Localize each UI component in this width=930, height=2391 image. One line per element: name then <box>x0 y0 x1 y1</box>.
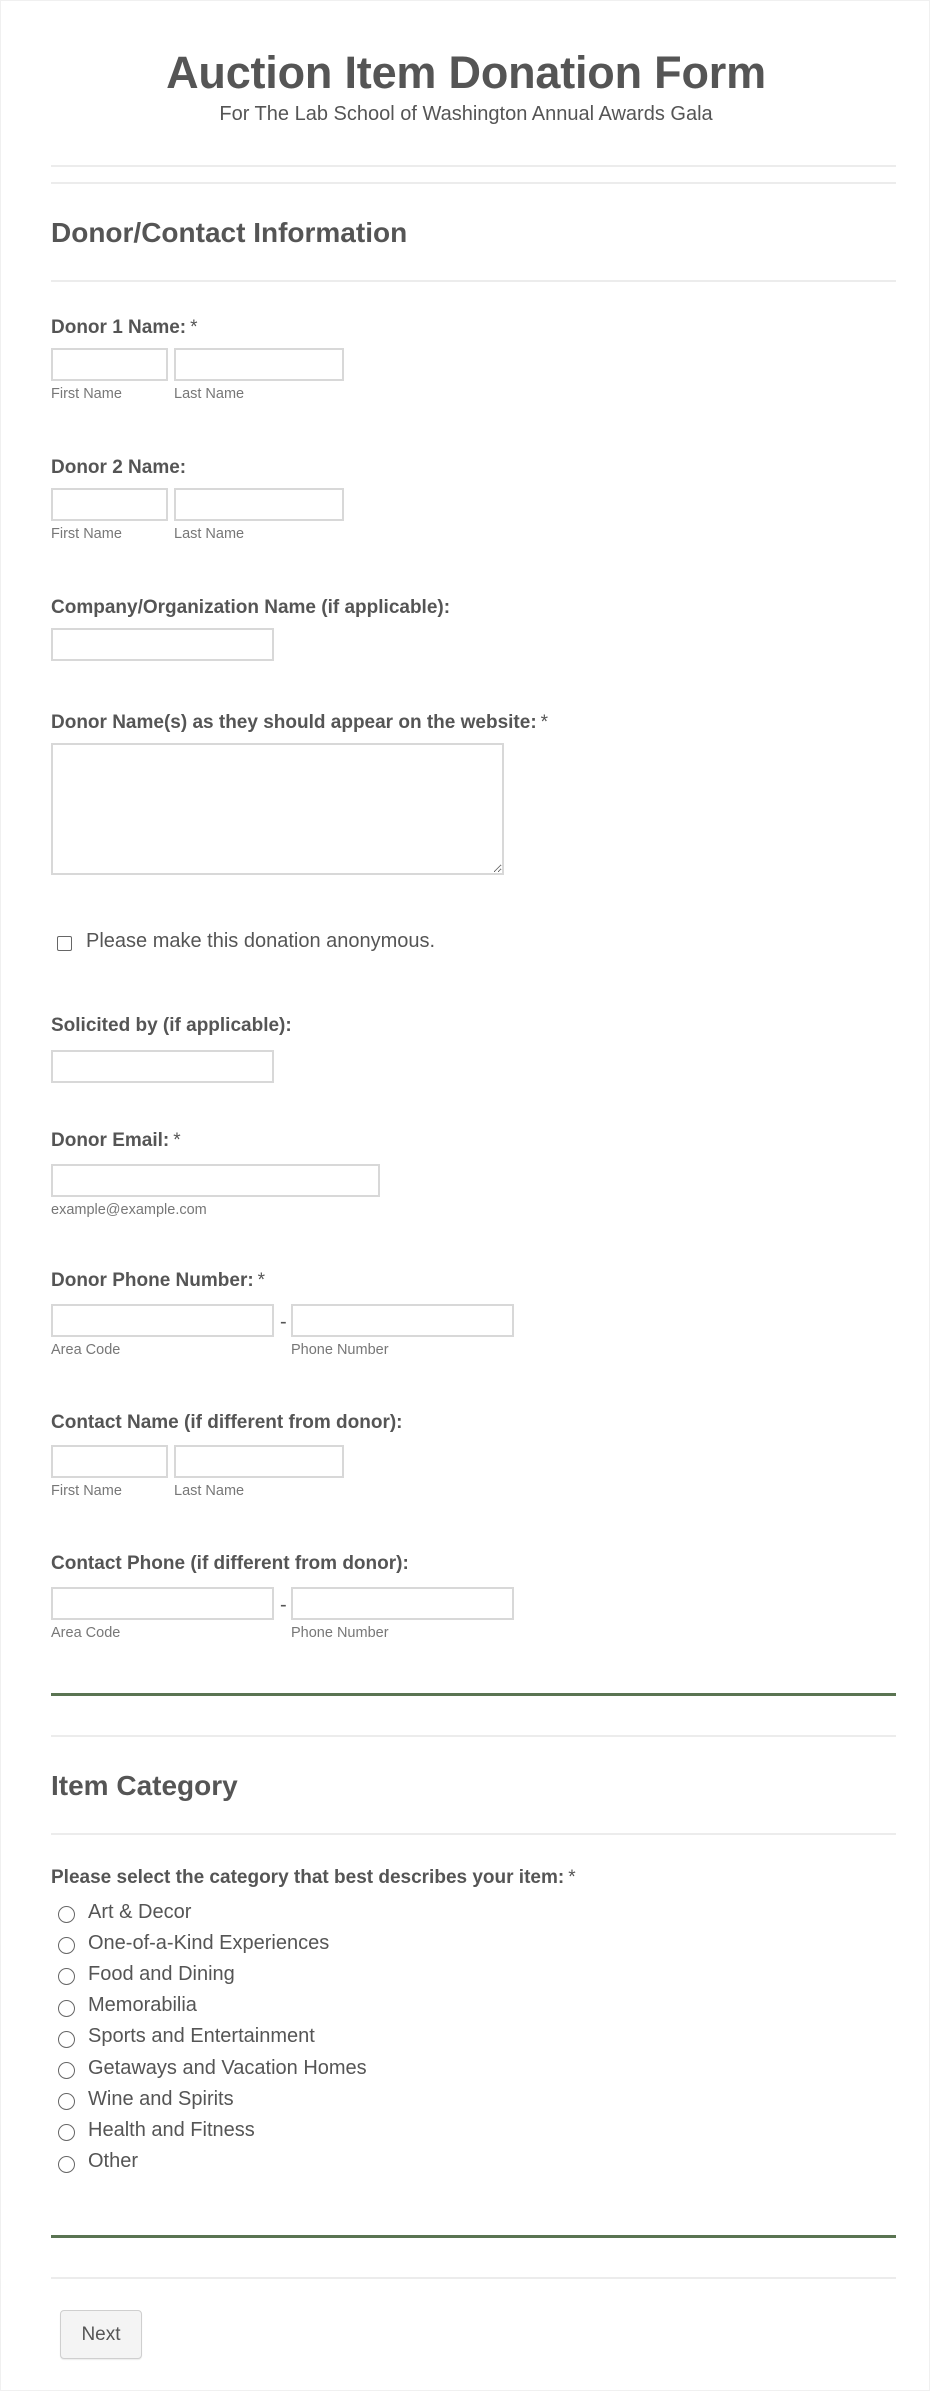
radio-button[interactable] <box>58 1906 75 1923</box>
required-asterisk: * <box>540 712 549 733</box>
phone-separator: - <box>280 1594 287 1616</box>
divider <box>51 182 896 184</box>
radio-option-art-decor[interactable]: Art & Decor <box>58 1896 367 1927</box>
solicited-by-input[interactable] <box>51 1050 274 1083</box>
page-break-divider <box>51 1693 896 1696</box>
divider <box>51 165 896 167</box>
radio-button[interactable] <box>58 2093 75 2110</box>
radio-button[interactable] <box>58 1937 75 1954</box>
solicited-by-label: Solicited by (if applicable): <box>51 1015 292 1036</box>
anonymous-checkbox-label[interactable]: Please make this donation anonymous. <box>86 930 436 952</box>
donor1-first-name-input[interactable] <box>51 348 168 381</box>
radio-button[interactable] <box>58 2062 75 2079</box>
radio-option-memorabilia[interactable]: Memorabilia <box>58 1990 367 2021</box>
area-code-sublabel: Area Code <box>51 1625 121 1641</box>
last-name-sublabel: Last Name <box>174 526 245 542</box>
section-title-item-category: Item Category <box>51 1770 238 1801</box>
radio-option-getaways[interactable]: Getaways and Vacation Homes <box>58 2052 367 2083</box>
category-radio-group <box>58 1896 367 2177</box>
donor-area-code-input[interactable] <box>51 1304 274 1337</box>
contact-phone-number-input[interactable] <box>291 1587 514 1620</box>
divider <box>51 2277 896 2279</box>
next-button[interactable]: Next <box>60 2310 142 2359</box>
donor-phone-label: Donor Phone Number: * <box>51 1270 266 1291</box>
page-break-divider <box>51 2235 896 2238</box>
donor-email-input[interactable] <box>51 1164 380 1197</box>
website-names-textarea[interactable] <box>51 743 504 875</box>
donor-phone-number-input[interactable] <box>291 1304 514 1337</box>
first-name-sublabel: First Name <box>51 526 122 542</box>
anonymous-option[interactable] <box>57 929 435 953</box>
contact-phone-label: Contact Phone (if different from donor): <box>51 1553 409 1574</box>
area-code-sublabel: Area Code <box>51 1342 121 1358</box>
donor2-first-name-input[interactable] <box>51 488 168 521</box>
required-asterisk: * <box>257 1270 266 1291</box>
donor1-last-name-input[interactable] <box>174 348 344 381</box>
form-title: Auction Item Donation Form <box>166 47 766 98</box>
radio-option-other[interactable]: Other <box>58 2146 367 2177</box>
radio-option-health-fitness[interactable]: Health and Fitness <box>58 2114 367 2145</box>
radio-option-food-dining[interactable]: Food and Dining <box>58 1958 367 1989</box>
radio-button[interactable] <box>58 2000 75 2017</box>
radio-button[interactable] <box>58 1968 75 1985</box>
divider <box>51 280 896 282</box>
last-name-sublabel: Last Name <box>174 1483 245 1499</box>
radio-button[interactable] <box>58 2124 75 2141</box>
first-name-sublabel: First Name <box>51 1483 122 1499</box>
divider <box>51 1833 896 1835</box>
phone-number-sublabel: Phone Number <box>291 1342 389 1358</box>
radio-option-experiences[interactable]: One-of-a-Kind Experiences <box>58 1927 367 1958</box>
first-name-sublabel: First Name <box>51 386 122 402</box>
last-name-sublabel: Last Name <box>174 386 245 402</box>
form-subtitle: For The Lab School of Washington Annual Awards Gala <box>219 103 713 125</box>
radio-option-wine-spirits[interactable]: Wine and Spirits <box>58 2083 367 2114</box>
anonymous-checkbox[interactable] <box>57 936 72 951</box>
donor2-name-label: Donor 2 Name: <box>51 457 187 478</box>
donor2-last-name-input[interactable] <box>174 488 344 521</box>
contact-first-name-input[interactable] <box>51 1445 168 1478</box>
contact-last-name-input[interactable] <box>174 1445 344 1478</box>
donor1-name-label: Donor 1 Name: * <box>51 317 198 338</box>
required-asterisk: * <box>173 1130 181 1151</box>
required-asterisk: * <box>190 317 198 338</box>
form-header <box>1 45 930 127</box>
section-title-donor-contact: Donor/Contact Information <box>51 217 408 248</box>
radio-button[interactable] <box>58 2031 75 2048</box>
contact-area-code-input[interactable] <box>51 1587 274 1620</box>
contact-name-label: Contact Name (if different from donor): <box>51 1412 403 1433</box>
category-question-label: Please select the category that best describes your item: * <box>51 1867 576 1888</box>
email-sublabel: example@example.com <box>51 1202 207 1218</box>
required-asterisk: * <box>568 1867 576 1888</box>
radio-option-sports-entertainment[interactable]: Sports and Entertainment <box>58 2021 367 2052</box>
radio-button[interactable] <box>58 2156 75 2173</box>
phone-number-sublabel: Phone Number <box>291 1625 389 1641</box>
company-label: Company/Organization Name (if applicable): <box>51 597 451 618</box>
website-names-label: Donor Name(s) as they should appear on the website: * <box>51 712 549 733</box>
company-input[interactable] <box>51 628 274 661</box>
donor-email-label: Donor Email: * <box>51 1130 181 1151</box>
phone-separator: - <box>280 1311 287 1333</box>
divider <box>51 1735 896 1737</box>
